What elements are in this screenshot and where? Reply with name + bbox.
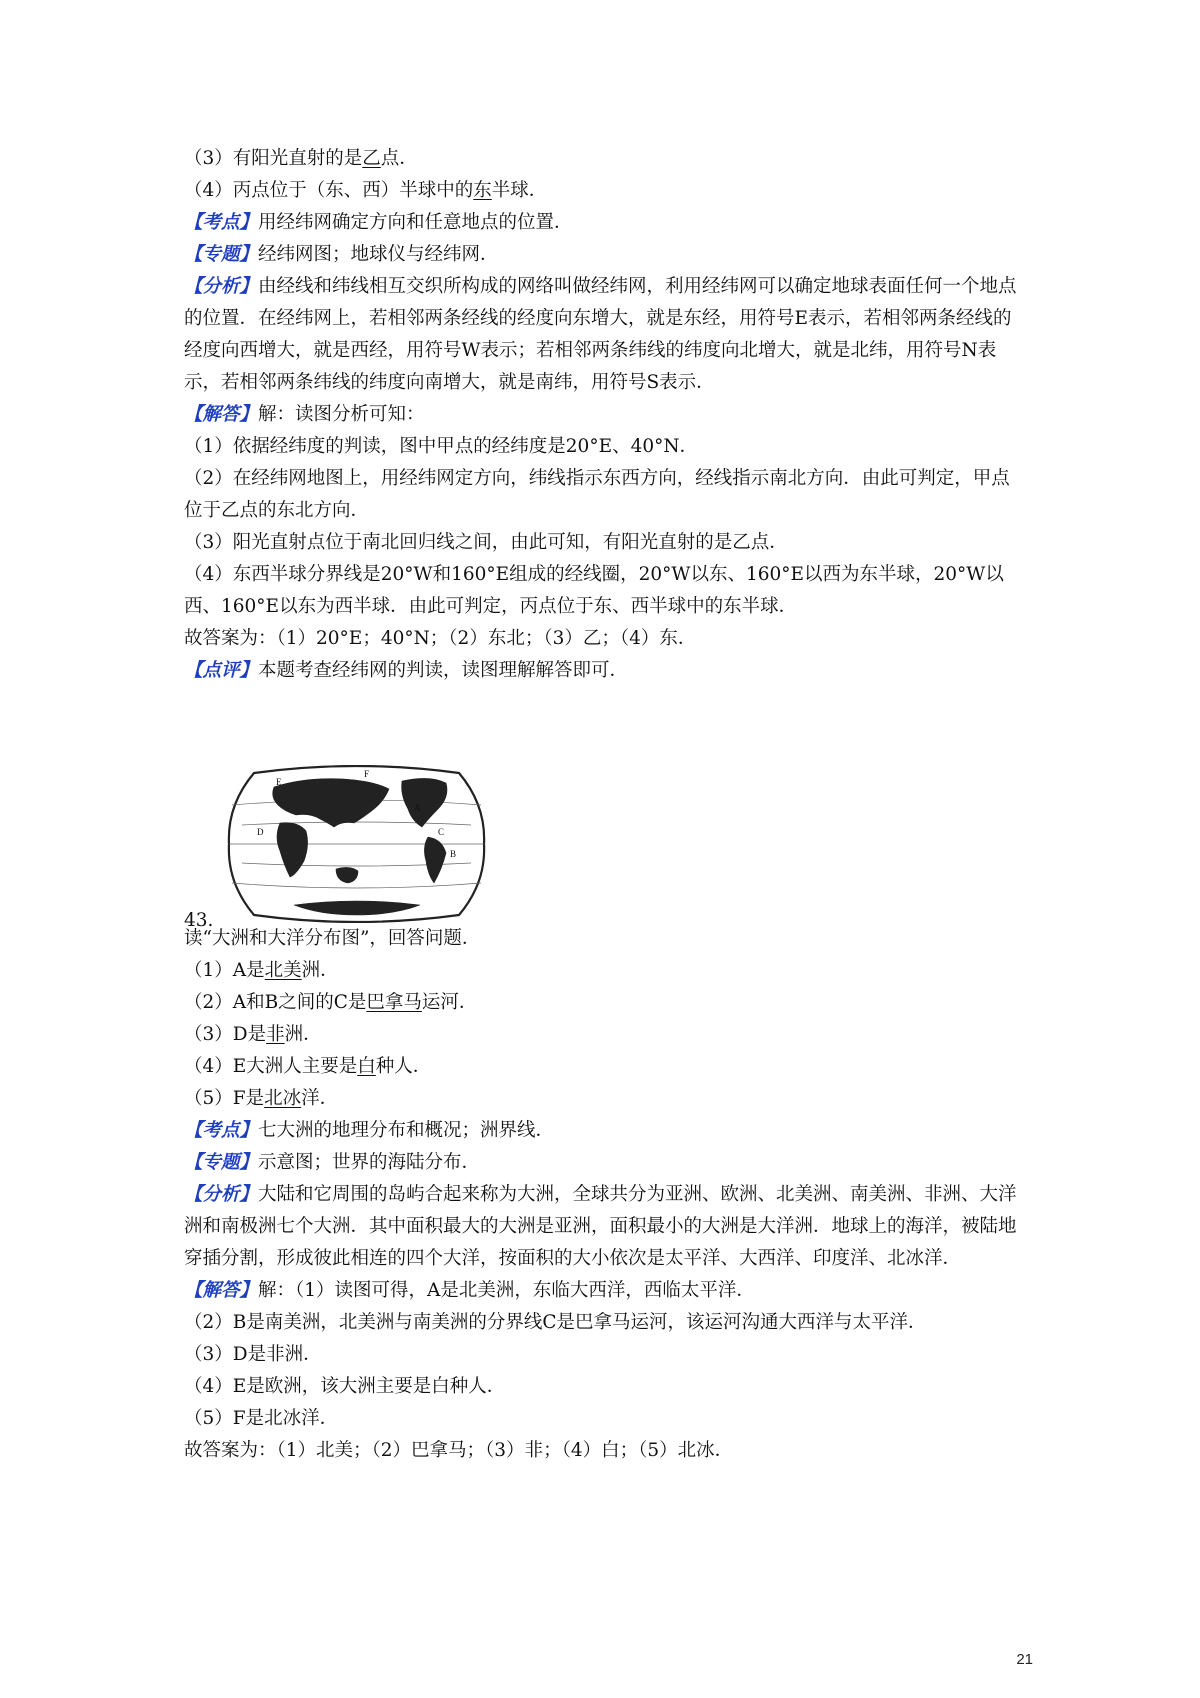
kaodian-tag: 【考点】 bbox=[184, 1120, 259, 1141]
answer-5-line-2: （5）F是北冰洋． bbox=[184, 1408, 339, 1429]
answer-3-line: （3）阳光直射点位于南北回归线之间，由此可知，有阳光直射的是乙点． bbox=[184, 532, 788, 553]
zhuanti-tag: 【专题】 bbox=[184, 244, 259, 265]
dianping-text: 本题考查经纬网的判读，读图理解解答即可． bbox=[258, 660, 629, 681]
sub-question-end: 运河． bbox=[421, 992, 478, 1013]
jieda-line-2 bbox=[184, 1275, 1024, 1307]
map-label-d: D bbox=[257, 827, 264, 837]
question-text: （3）有阳光直射的是 bbox=[184, 148, 363, 169]
question-number: 43. bbox=[184, 910, 214, 931]
kaodian-text: 七大洲的地理分布和概况；洲界线． bbox=[258, 1120, 555, 1141]
eurasia-landmass bbox=[273, 779, 389, 827]
sub-question-end: 洲． bbox=[301, 960, 339, 981]
answer-underlined: 北美 bbox=[264, 960, 302, 981]
dianping-line bbox=[184, 655, 1024, 687]
fenxi-tag: 【分析】 bbox=[184, 1184, 259, 1205]
zhuanti-line-2 bbox=[184, 1147, 1024, 1179]
fenxi-paragraph-2 bbox=[184, 1179, 1024, 1275]
question-text: （4）丙点位于（东、西）半球中的 bbox=[184, 180, 474, 201]
dianping-tag: 【点评】 bbox=[184, 660, 259, 681]
question-43-figure-block bbox=[184, 769, 1024, 931]
final-answer-line: 故答案为：（1）20°E；40°N；（2）东北；（3）乙；（4）东． bbox=[184, 628, 697, 649]
fenxi-paragraph bbox=[184, 271, 1024, 399]
zhuanti-tag: 【专题】 bbox=[184, 1152, 259, 1173]
kaodian-tag: 【考点】 bbox=[184, 212, 259, 233]
answer-2-line-2: （2）B是南美洲，北美洲与南美洲的分界线C是巴拿马运河，该运河沟通大西洋与太平洋． bbox=[184, 1312, 927, 1333]
map-label-f: F bbox=[364, 769, 370, 779]
question-3-line bbox=[184, 143, 1024, 175]
jieda-text: 解：（1）读图可得，A是北美洲，东临大西洋，西临太平洋． bbox=[258, 1280, 755, 1301]
fenxi-text: 大陆和它周围的岛屿合起来称为大洲，全球共分为亚洲、欧洲、北美洲、南美洲、非洲、大洋洲和南极洲七个大洲．其中面积最大的大洲是亚洲，面积最小的大洲是大洋洲．地球上的海洋，被陆地穿插分割，形成彼此相连的四个大洋，按面积的大小依次是太平洋、大西洋、印度洋、北冰洋． bbox=[184, 1184, 1017, 1269]
answer-underlined: 非 bbox=[266, 1024, 285, 1045]
answer-underlined: 巴拿马 bbox=[366, 992, 422, 1013]
sub-question-text: （2）A和B之间的C是 bbox=[184, 992, 367, 1013]
answer-4-line-2: （4）E是欧洲，该大洲主要是白种人． bbox=[184, 1376, 506, 1397]
fenxi-text: 由经线和纬线相互交织所构成的网络叫做经纬网，利用经纬网可以确定地球表面任何一个地点的位置．在经纬网上，若相邻两条经线的经度向东增大，就是东经，用符号E表示，若相邻两条经线的经度向西增大，就是西经，用符号W表示；若相邻两条纬线的纬度向北增大，就是北纬，用符号N表示，若相邻两条纬线的纬度向南增大，就是南纬，用符号S表示． bbox=[184, 276, 1017, 393]
question-text-end: 半球． bbox=[491, 180, 548, 201]
page-content bbox=[184, 143, 1024, 1467]
answer-underlined: 北冰 bbox=[264, 1088, 302, 1109]
map-label-b: B bbox=[450, 849, 457, 859]
sub-question-4 bbox=[184, 1051, 1024, 1083]
map-label-a: A bbox=[414, 803, 421, 813]
section-gap bbox=[184, 687, 1024, 759]
answer-underlined: 东 bbox=[473, 180, 492, 201]
sub-question-1 bbox=[184, 955, 1024, 987]
kaodian-line-2 bbox=[184, 1115, 1024, 1147]
sub-question-text: （3）D是 bbox=[184, 1024, 267, 1045]
question-text-end: 点． bbox=[380, 148, 418, 169]
zhuanti-line bbox=[184, 239, 1024, 271]
jieda-line bbox=[184, 399, 1024, 431]
answer-underlined: 白 bbox=[357, 1056, 376, 1077]
question-4-line bbox=[184, 175, 1024, 207]
kaodian-text: 用经纬网确定方向和任意地点的位置． bbox=[258, 212, 573, 233]
sub-question-3 bbox=[184, 1019, 1024, 1051]
australia-landmass bbox=[336, 867, 358, 883]
question-stem: 读“大洲和大洋分布图”，回答问题． bbox=[184, 928, 481, 949]
answer-4-paragraph: （4）东西半球分界线是20°W和160°E组成的经线圈，20°W以东、160°E以西为东半球，20°W以西、160°E以东为西半球．由此可判定，丙点位于东、西半球中的东半球． bbox=[184, 564, 1004, 617]
antarctica-landmass bbox=[294, 901, 420, 915]
kaodian-line bbox=[184, 207, 1024, 239]
africa-landmass bbox=[277, 823, 308, 877]
jieda-tag: 【解答】 bbox=[184, 1280, 259, 1301]
world-map-figure bbox=[224, 765, 489, 923]
sub-question-5 bbox=[184, 1083, 1024, 1115]
answer-underlined: 乙 bbox=[362, 148, 381, 169]
sub-question-end: 种人． bbox=[375, 1056, 432, 1077]
north-america-landmass bbox=[402, 778, 447, 827]
zhuanti-text: 示意图；世界的海陆分布． bbox=[258, 1152, 481, 1173]
final-answer-line-2: 故答案为：（1）北美；（2）巴拿马；（3）非；（4）白；（5）北冰． bbox=[184, 1440, 734, 1461]
answer-3-line-2: （3）D是非洲． bbox=[184, 1344, 322, 1365]
zhuanti-text: 经纬网图；地球仪与经纬网． bbox=[258, 244, 499, 265]
answer-2-paragraph: （2）在经纬网地图上，用经纬网定方向，纬线指示东西方向，经线指示南北方向．由此可判定，甲点位于乙点的东北方向． bbox=[184, 468, 1010, 521]
sub-question-text: （5）F是 bbox=[184, 1088, 265, 1109]
fenxi-tag: 【分析】 bbox=[184, 276, 259, 297]
map-label-c: C bbox=[438, 827, 445, 837]
page-number: 21 bbox=[1016, 1651, 1033, 1668]
sub-question-text: （1）A是 bbox=[184, 960, 265, 981]
jieda-tag: 【解答】 bbox=[184, 404, 259, 425]
sub-question-text: （4）E大洲人主要是 bbox=[184, 1056, 358, 1077]
map-label-e: E bbox=[276, 777, 282, 787]
jieda-text: 解：读图分析可知： bbox=[258, 404, 425, 425]
sub-question-end: 洋． bbox=[301, 1088, 339, 1109]
landmasses bbox=[273, 778, 447, 915]
sub-question-2 bbox=[184, 987, 1024, 1019]
answer-1-line: （1）依据经纬度的判读，图中甲点的经纬度是20°E、40°N． bbox=[184, 436, 699, 457]
sub-question-end: 洲． bbox=[284, 1024, 322, 1045]
